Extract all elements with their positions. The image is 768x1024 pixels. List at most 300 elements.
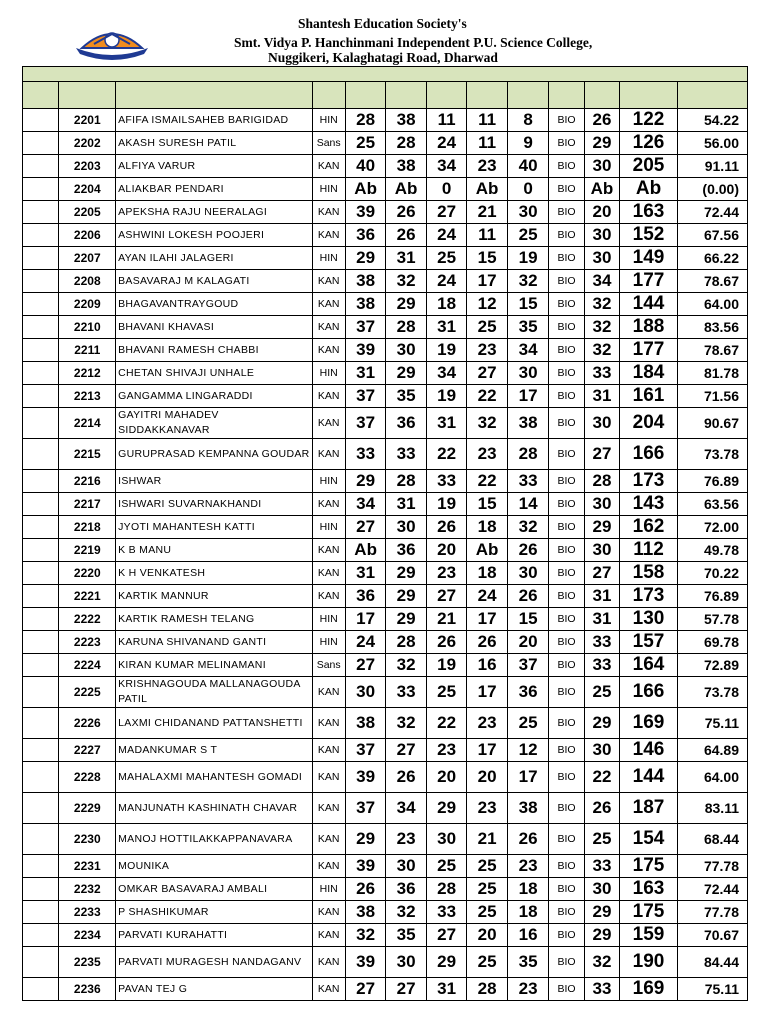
marks-cell: 19 [426, 339, 466, 362]
marks-cell: 20 [467, 762, 507, 793]
table-row [23, 585, 748, 608]
table-row [23, 562, 748, 585]
marks-cell: 33 [584, 631, 619, 654]
marks-cell: 31 [386, 247, 426, 270]
total-cell: 175 [620, 855, 678, 878]
marks-cell: 17 [467, 739, 507, 762]
marks-cell: 27 [426, 585, 466, 608]
student-name-cell: KARTIK MANNUR [116, 585, 312, 608]
marks-cell: 36 [345, 585, 385, 608]
cell-blank [23, 654, 59, 677]
language-cell: KAN [312, 493, 345, 516]
percentage-cell: 64.89 [677, 739, 747, 762]
marks-cell: 0 [426, 178, 466, 201]
percentage-cell: 69.78 [677, 631, 747, 654]
marks-cell: 11 [426, 109, 466, 132]
percentage-cell: 75.11 [677, 978, 747, 1001]
marks-cell: 31 [426, 978, 466, 1001]
marks-cell: 38 [386, 109, 426, 132]
marks-cell: 30 [584, 539, 619, 562]
total-cell: 175 [620, 901, 678, 924]
marks-cell: 30 [386, 516, 426, 539]
student-name-cell: GURUPRASAD KEMPANNA GOUDAR [116, 439, 312, 470]
marks-cell: 25 [426, 247, 466, 270]
subject-cell: BIO [549, 608, 584, 631]
language-cell: KAN [312, 708, 345, 739]
student-name-cell: AYAN ILAHI JALAGERI [116, 247, 312, 270]
marks-cell: 18 [507, 878, 549, 901]
marks-cell: 20 [507, 631, 549, 654]
marks-cell: 17 [467, 677, 507, 708]
roll-number-cell: 2212 [59, 362, 116, 385]
table-row [23, 608, 748, 631]
percentage-cell: 76.89 [677, 585, 747, 608]
marks-cell: 27 [426, 201, 466, 224]
subject-cell: BIO [549, 293, 584, 316]
roll-number-cell: 2209 [59, 293, 116, 316]
subject-cell: BIO [549, 901, 584, 924]
marks-cell: 36 [507, 677, 549, 708]
table-row [23, 978, 748, 1001]
language-cell: KAN [312, 739, 345, 762]
marks-cell: 29 [386, 562, 426, 585]
total-cell: 177 [620, 339, 678, 362]
language-cell: HIN [312, 878, 345, 901]
table-row [23, 631, 748, 654]
subject-cell: BIO [549, 708, 584, 739]
percentage-cell: 56.00 [677, 132, 747, 155]
marks-cell: 33 [584, 362, 619, 385]
marks-cell: 20 [584, 201, 619, 224]
marks-cell: 31 [584, 585, 619, 608]
language-cell: KAN [312, 947, 345, 978]
marks-cell: 39 [345, 947, 385, 978]
roll-number-cell: 2224 [59, 654, 116, 677]
marks-cell: 30 [507, 201, 549, 224]
marks-cell: 27 [426, 924, 466, 947]
roll-number-cell: 2225 [59, 677, 116, 708]
table-row [23, 293, 748, 316]
table-row [23, 224, 748, 247]
student-name-cell: P SHASHIKUMAR [116, 901, 312, 924]
cell-blank [23, 293, 59, 316]
marks-cell: 30 [584, 224, 619, 247]
language-cell: Sans [312, 132, 345, 155]
table-row [23, 339, 748, 362]
roll-number-cell: 2216 [59, 470, 116, 493]
cell-blank [23, 924, 59, 947]
marks-cell: 18 [507, 901, 549, 924]
language-cell: KAN [312, 585, 345, 608]
student-name-cell: BHAVANI KHAVASI [116, 316, 312, 339]
subject-cell: BIO [549, 385, 584, 408]
marks-cell: 36 [386, 408, 426, 439]
cell-blank [23, 339, 59, 362]
language-cell: HIN [312, 470, 345, 493]
language-cell: KAN [312, 155, 345, 178]
cell-blank [23, 470, 59, 493]
marks-cell: 17 [345, 608, 385, 631]
marks-cell: 27 [467, 362, 507, 385]
marks-cell: 37 [507, 654, 549, 677]
cell-blank [23, 739, 59, 762]
table-row [23, 362, 748, 385]
marks-cell: 29 [345, 247, 385, 270]
marks-cell: 25 [507, 708, 549, 739]
student-name-cell: CHETAN SHIVAJI UNHALE [116, 362, 312, 385]
subject-cell: BIO [549, 339, 584, 362]
roll-number-cell: 2235 [59, 947, 116, 978]
subject-cell: BIO [549, 631, 584, 654]
marks-cell: 21 [467, 201, 507, 224]
cell-blank [23, 793, 59, 824]
marks-cell: 15 [467, 493, 507, 516]
student-name-cell: K H VENKATESH [116, 562, 312, 585]
student-name-cell: K B MANU [116, 539, 312, 562]
percentage-cell: 72.44 [677, 878, 747, 901]
marks-cell: 30 [386, 855, 426, 878]
marks-cell: 31 [386, 493, 426, 516]
marks-cell: 0 [507, 178, 549, 201]
marks-cell: 23 [426, 739, 466, 762]
marks-cell: 22 [584, 762, 619, 793]
cell-blank [23, 539, 59, 562]
society-name: Shantesh Education Society's [298, 16, 467, 31]
percentage-cell: 81.78 [677, 362, 747, 385]
marks-cell: 23 [426, 562, 466, 585]
table-row [23, 385, 748, 408]
marks-cell: 17 [507, 385, 549, 408]
marks-cell: 30 [507, 362, 549, 385]
subject-cell: BIO [549, 739, 584, 762]
percentage-cell: 67.56 [677, 224, 747, 247]
subject-cell: BIO [549, 654, 584, 677]
language-cell: KAN [312, 677, 345, 708]
subject-cell: BIO [549, 878, 584, 901]
language-cell: HIN [312, 608, 345, 631]
marks-cell: 30 [584, 878, 619, 901]
language-cell: KAN [312, 385, 345, 408]
total-cell: 143 [620, 493, 678, 516]
percentage-cell: (0.00) [677, 178, 747, 201]
percentage-cell: 78.67 [677, 339, 747, 362]
cell-blank [23, 439, 59, 470]
marks-cell: 11 [467, 224, 507, 247]
roll-number-cell: 2208 [59, 270, 116, 293]
marks-cell: 33 [386, 439, 426, 470]
marks-cell: 11 [467, 109, 507, 132]
language-cell: HIN [312, 631, 345, 654]
marks-cell: 31 [345, 362, 385, 385]
total-cell: 144 [620, 293, 678, 316]
total-cell: 164 [620, 654, 678, 677]
marks-cell: 33 [386, 677, 426, 708]
roll-number-cell: 2229 [59, 793, 116, 824]
marks-cell: 25 [467, 901, 507, 924]
cell-blank [23, 362, 59, 385]
college-address: Nuggikeri, Kalaghatagi Road, Dharwad [268, 50, 498, 65]
marks-cell: 37 [345, 408, 385, 439]
total-cell: 163 [620, 201, 678, 224]
student-name-cell: JYOTI MAHANTESH KATTI [116, 516, 312, 539]
marks-cell: 18 [426, 293, 466, 316]
marks-cell: 19 [507, 247, 549, 270]
student-name-cell: BASAVARAJ M KALAGATI [116, 270, 312, 293]
roll-number-cell: 2233 [59, 901, 116, 924]
marks-cell: 19 [426, 493, 466, 516]
marks-cell: 27 [584, 439, 619, 470]
total-cell: 146 [620, 739, 678, 762]
marks-cell: 25 [345, 132, 385, 155]
subject-cell: BIO [549, 155, 584, 178]
marks-cell: 26 [386, 224, 426, 247]
total-cell: 112 [620, 539, 678, 562]
roll-number-cell: 2228 [59, 762, 116, 793]
table-row [23, 901, 748, 924]
language-cell: KAN [312, 762, 345, 793]
marks-cell: 38 [345, 270, 385, 293]
table-row [23, 178, 748, 201]
roll-number-cell: 2223 [59, 631, 116, 654]
student-name-cell: MANJUNATH KASHINATH CHAVAR [116, 793, 312, 824]
total-cell: 126 [620, 132, 678, 155]
marks-cell: 30 [507, 562, 549, 585]
table-row [23, 539, 748, 562]
marks-cell: 26 [584, 793, 619, 824]
marks-cell: 23 [467, 793, 507, 824]
table-row [23, 316, 748, 339]
marks-cell: 32 [386, 270, 426, 293]
marks-cell: 26 [507, 585, 549, 608]
subject-cell: BIO [549, 493, 584, 516]
student-name-cell: ISHWAR [116, 470, 312, 493]
student-name-cell: MANOJ HOTTILAKKAPPANAVARA [116, 824, 312, 855]
cell-blank [23, 631, 59, 654]
percentage-cell: 66.22 [677, 247, 747, 270]
marks-cell: 28 [467, 978, 507, 1001]
marks-cell: Ab [584, 178, 619, 201]
marks-cell: 20 [467, 924, 507, 947]
marks-cell: 19 [426, 385, 466, 408]
subject-cell: BIO [549, 978, 584, 1001]
marks-cell: 26 [507, 824, 549, 855]
table-row [23, 439, 748, 470]
total-cell: 157 [620, 631, 678, 654]
roll-number-cell: 2222 [59, 608, 116, 631]
marks-cell: 32 [584, 947, 619, 978]
marks-cell: 38 [345, 293, 385, 316]
marks-cell: 22 [467, 470, 507, 493]
student-name-cell: PAVAN TEJ G [116, 978, 312, 1001]
marks-cell: 25 [507, 224, 549, 247]
percentage-cell: 70.22 [677, 562, 747, 585]
table-row [23, 824, 748, 855]
language-cell: HIN [312, 109, 345, 132]
marks-cell: Ab [467, 539, 507, 562]
cell-blank [23, 132, 59, 155]
marks-cell: 23 [386, 824, 426, 855]
roll-number-cell: 2226 [59, 708, 116, 739]
language-cell: KAN [312, 439, 345, 470]
language-cell: KAN [312, 408, 345, 439]
cell-blank [23, 608, 59, 631]
marks-cell: 39 [345, 339, 385, 362]
percentage-cell: 64.00 [677, 293, 747, 316]
percentage-cell: 73.78 [677, 677, 747, 708]
marks-cell: 29 [584, 924, 619, 947]
marks-cell: 29 [426, 793, 466, 824]
roll-number-cell: 2202 [59, 132, 116, 155]
marks-cell: 31 [584, 385, 619, 408]
percentage-cell: 75.11 [677, 708, 747, 739]
total-cell: 184 [620, 362, 678, 385]
marks-cell: 26 [584, 109, 619, 132]
cell-blank [23, 224, 59, 247]
total-cell: 187 [620, 793, 678, 824]
student-name-cell: GANGAMMA LINGARADDI [116, 385, 312, 408]
subject-cell: BIO [549, 516, 584, 539]
student-name-cell: ISHWARI SUVARNAKHANDI [116, 493, 312, 516]
student-name-cell: MADANKUMAR S T [116, 739, 312, 762]
marks-cell: 38 [507, 793, 549, 824]
subject-cell: BIO [549, 439, 584, 470]
total-cell: 169 [620, 978, 678, 1001]
marks-cell: 24 [467, 585, 507, 608]
percentage-cell: 91.11 [677, 155, 747, 178]
subject-cell: BIO [549, 270, 584, 293]
subject-cell: BIO [549, 947, 584, 978]
marks-cell: 26 [345, 878, 385, 901]
subject-cell: BIO [549, 408, 584, 439]
marks-cell: 23 [467, 339, 507, 362]
marks-cell: 24 [426, 224, 466, 247]
marks-cell: 30 [386, 339, 426, 362]
table-row [23, 516, 748, 539]
header-band-row [23, 82, 748, 109]
marks-cell: 32 [507, 270, 549, 293]
roll-number-cell: 2218 [59, 516, 116, 539]
total-cell: 163 [620, 878, 678, 901]
total-cell: 162 [620, 516, 678, 539]
total-cell: 154 [620, 824, 678, 855]
percentage-cell: 68.44 [677, 824, 747, 855]
roll-number-cell: 2213 [59, 385, 116, 408]
student-name-cell: ALFIYA VARUR [116, 155, 312, 178]
cell-blank [23, 824, 59, 855]
student-name-cell: KRISHNAGOUDA MALLANAGOUDA PATIL [116, 677, 312, 708]
total-cell: 166 [620, 439, 678, 470]
marks-cell: 25 [467, 855, 507, 878]
percentage-cell: 57.78 [677, 608, 747, 631]
marks-cell: 32 [584, 316, 619, 339]
student-name-cell: ALIAKBAR PENDARI [116, 178, 312, 201]
percentage-cell: 72.44 [677, 201, 747, 224]
student-name-cell: GAYITRI MAHADEV SIDDAKKANAVAR [116, 408, 312, 439]
language-cell: KAN [312, 924, 345, 947]
cell-blank [23, 493, 59, 516]
marks-cell: 34 [507, 339, 549, 362]
marks-cell: 39 [345, 201, 385, 224]
total-cell: 205 [620, 155, 678, 178]
marks-cell: 40 [507, 155, 549, 178]
percentage-cell: 90.67 [677, 408, 747, 439]
roll-number-cell: 2219 [59, 539, 116, 562]
roll-number-cell: 2203 [59, 155, 116, 178]
student-name-cell: BHAGAVANTRAYGOUD [116, 293, 312, 316]
marks-cell: 28 [386, 132, 426, 155]
marks-cell: 31 [345, 562, 385, 585]
percentage-cell: 73.78 [677, 439, 747, 470]
cell-blank [23, 316, 59, 339]
student-name-cell: PARVATI MURAGESH NANDAGANV [116, 947, 312, 978]
total-cell: 166 [620, 677, 678, 708]
roll-number-cell: 2217 [59, 493, 116, 516]
marks-cell: 23 [467, 155, 507, 178]
marks-cell: 21 [426, 608, 466, 631]
marks-cell: 28 [386, 631, 426, 654]
total-cell: Ab [620, 178, 678, 201]
marks-cell: 16 [507, 924, 549, 947]
cell-blank [23, 878, 59, 901]
marks-cell: 37 [345, 739, 385, 762]
subject-cell: BIO [549, 224, 584, 247]
marks-cell: 37 [345, 793, 385, 824]
marks-cell: 28 [507, 439, 549, 470]
language-cell: KAN [312, 316, 345, 339]
marks-cell: 37 [345, 316, 385, 339]
roll-number-cell: 2201 [59, 109, 116, 132]
marks-cell: 20 [426, 539, 466, 562]
subject-cell: BIO [549, 855, 584, 878]
student-name-cell: ASHWINI LOKESH POOJERI [116, 224, 312, 247]
roll-number-cell: 2204 [59, 178, 116, 201]
marks-cell: 29 [584, 516, 619, 539]
marks-cell: 32 [345, 924, 385, 947]
language-cell: HIN [312, 516, 345, 539]
marks-cell: 38 [507, 408, 549, 439]
language-cell: KAN [312, 270, 345, 293]
cell-blank [23, 155, 59, 178]
marks-cell: 32 [386, 901, 426, 924]
subject-cell: BIO [549, 201, 584, 224]
subject-cell: BIO [549, 109, 584, 132]
language-cell: Sans [312, 654, 345, 677]
language-cell: KAN [312, 901, 345, 924]
student-name-cell: LAXMI CHIDANAND PATTANSHETTI [116, 708, 312, 739]
table-row [23, 947, 748, 978]
marks-cell: 27 [386, 978, 426, 1001]
table-row [23, 132, 748, 155]
marks-cell: 31 [584, 608, 619, 631]
college-name: Smt. Vidya P. Hanchinmani Independent P.U. Science College, [234, 35, 593, 50]
table-row [23, 793, 748, 824]
table-row [23, 708, 748, 739]
total-cell: 152 [620, 224, 678, 247]
marks-cell: 23 [507, 855, 549, 878]
cell-blank [23, 385, 59, 408]
table-row [23, 855, 748, 878]
marks-cell: 25 [467, 947, 507, 978]
marks-cell: 27 [345, 516, 385, 539]
language-cell: KAN [312, 824, 345, 855]
subject-cell: BIO [549, 539, 584, 562]
subject-cell: BIO [549, 470, 584, 493]
roll-number-cell: 2207 [59, 247, 116, 270]
marks-cell: 29 [386, 608, 426, 631]
total-cell: 161 [620, 385, 678, 408]
marks-cell: 34 [345, 493, 385, 516]
subject-cell: BIO [549, 824, 584, 855]
